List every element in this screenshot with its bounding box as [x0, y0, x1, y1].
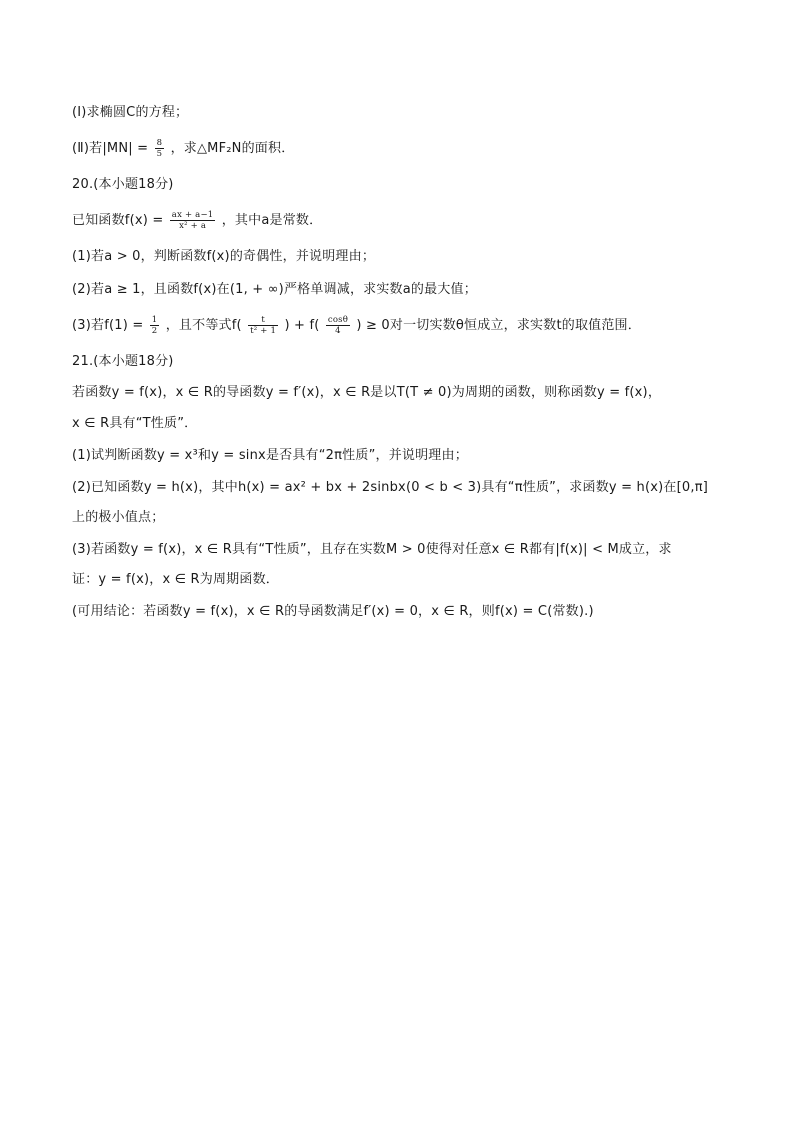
fraction-denominator: t² + 1	[250, 326, 277, 336]
fraction-numerator: 8	[156, 138, 163, 148]
q21-line2: x ∈ R具有“T性质”．	[72, 416, 198, 431]
q21-header: 21.(本小题18分)	[72, 354, 174, 369]
q21-line4: (2)已知函数y = h(x)，其中h(x) = ax² + bx + 2sinbx(0 < b < 3)具有“π性质”，求函数y = h(x)在[0,π]	[72, 480, 708, 495]
q20-stem-post: ，其中a是常数．	[221, 213, 323, 228]
q21-line7: 证：y = f(x)，x ∈ R为周期函数．	[72, 572, 279, 587]
fraction	[248, 315, 278, 336]
q20-part2: (2)若a ≥ 1，且函数f(x)在(1, + ∞)严格单调减，求实数a的最大值；	[72, 282, 477, 297]
q20-part3-post: ) ≥ 0对一切实数θ恒成立，求实数t的取值范围．	[356, 318, 641, 333]
q21-line6: (3)若函数y = f(x)，x ∈ R具有“T性质”，且存在实数M > 0使得对任意x ∈ R都有|f(x)| < M成立，求	[72, 542, 672, 557]
fraction-denominator: x² + a	[179, 221, 207, 231]
fraction-numerator: 1	[151, 315, 158, 325]
q20-part3-mid2: ) + f(	[284, 318, 320, 333]
q20-part3-mid1: ，且不等式f(	[165, 318, 242, 333]
fraction	[170, 210, 216, 231]
q21-line5: 上的极小值点；	[72, 510, 165, 525]
fraction-numerator: t	[248, 315, 278, 326]
q19-part1: (Ⅰ)求椭圆C的方程；	[72, 105, 189, 120]
q20-part3-pre: (3)若f(1) =	[72, 318, 144, 333]
q21-line1: 若函数y = f(x)，x ∈ R的导函数y = f′(x)，x ∈ R是以T(T ≠ 0)为周期的函数，则称函数y = f(x)，	[72, 385, 662, 400]
q20-part3	[72, 315, 641, 336]
q21-line8: (可用结论：若函数y = f(x)，x ∈ R的导函数满足f′(x) = 0，x ∈ R，则f(x) = C(常数).)	[72, 604, 594, 619]
q20-stem	[72, 210, 322, 231]
q19-part2-pre: (Ⅱ)若|MN| =	[72, 141, 149, 156]
fraction-denominator: 2	[151, 326, 158, 336]
q20-stem-pre: 已知函数f(x) =	[72, 213, 164, 228]
fraction-numerator: ax + a−1	[171, 210, 214, 220]
q19-part2	[72, 138, 294, 159]
fraction-numerator: cosθ	[327, 315, 349, 325]
fraction	[150, 315, 160, 336]
q20-header: 20.(本小题18分)	[72, 177, 174, 192]
q21-line3: (1)试判断函数y = x³和y = sinx是否具有“2π性质”，并说明理由；	[72, 448, 468, 463]
q20-part1: (1)若a > 0，判断函数f(x)的奇偶性，并说明理由；	[72, 249, 376, 264]
fraction	[155, 138, 165, 159]
q19-part2-post: ，求△MF₂N的面积．	[170, 141, 295, 156]
fraction-denominator: 5	[156, 149, 163, 159]
fraction	[326, 315, 350, 336]
fraction-denominator: 4	[335, 326, 341, 336]
